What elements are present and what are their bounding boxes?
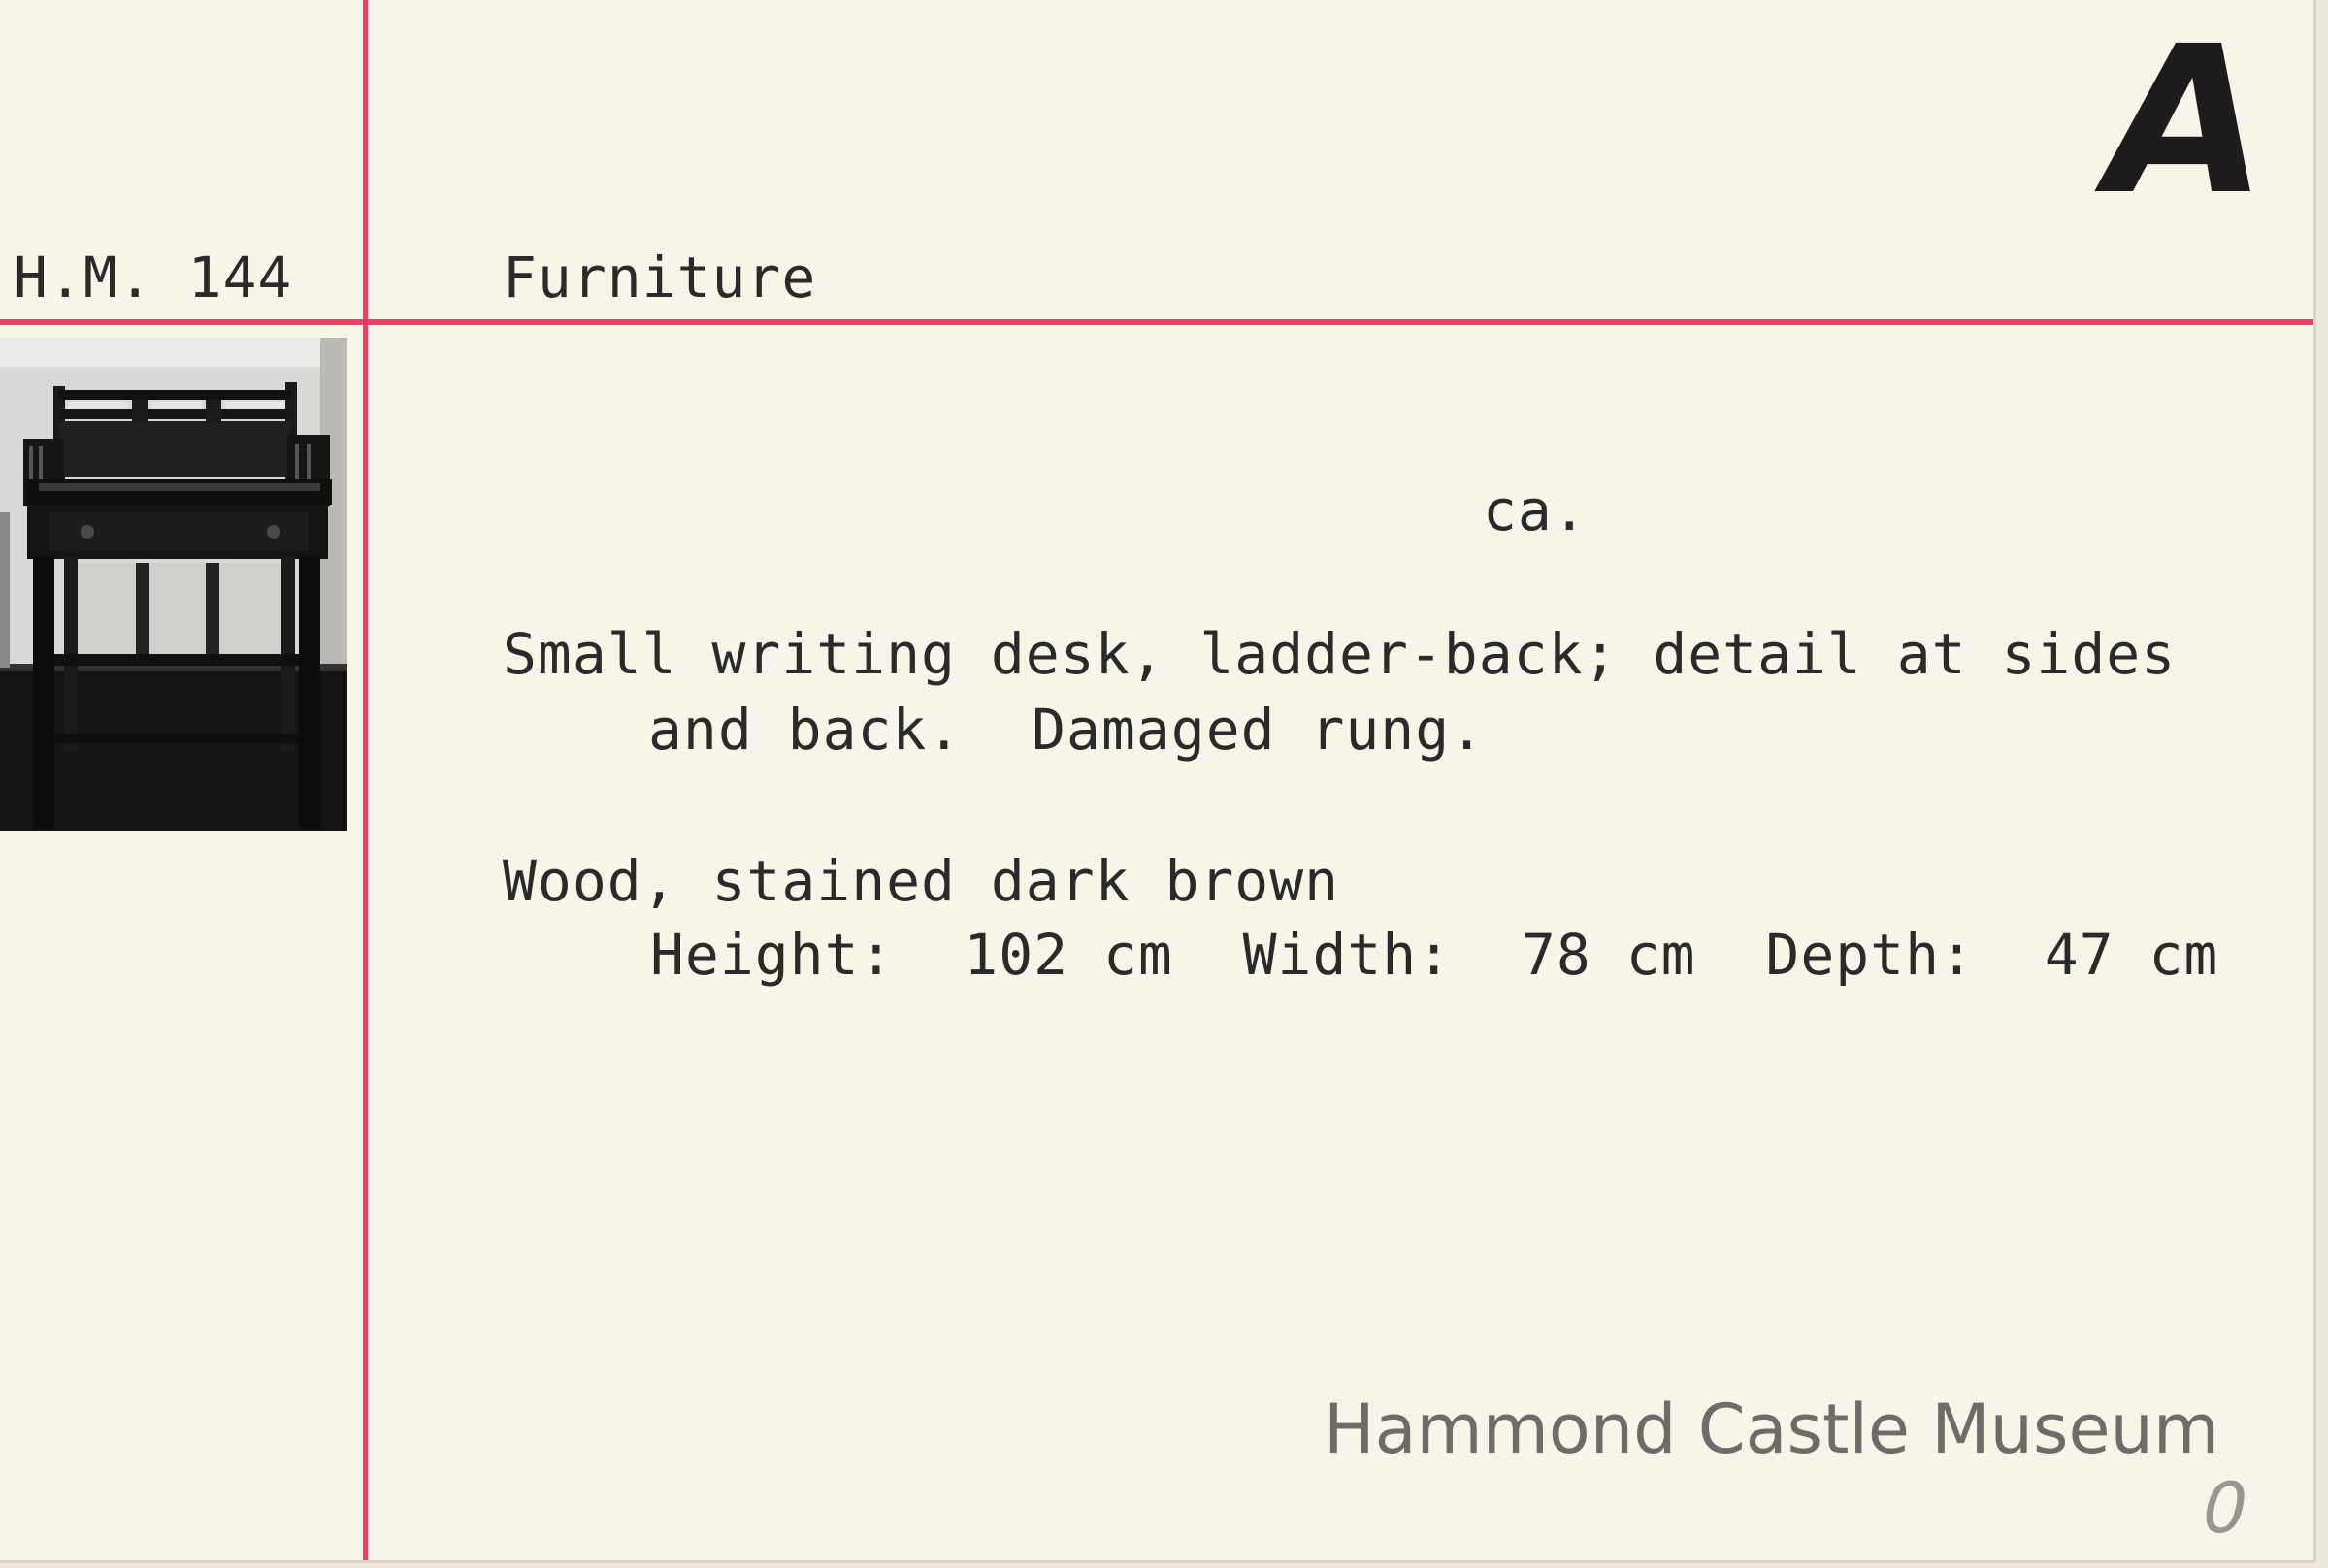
- description-line-2: and back. Damaged rung.: [648, 697, 1486, 763]
- handwritten-letter-mark: A: [2084, 2, 2285, 240]
- date-prefix: ca.: [1483, 477, 1588, 543]
- corner-pencil-mark: 0: [2194, 1467, 2256, 1549]
- description-line-1: Small writing desk, ladder-back; detail at sides: [503, 621, 2177, 687]
- desk-photo-image: [0, 338, 347, 831]
- accession-number: H.M. 144: [14, 245, 293, 310]
- material-line: Wood, stained dark brown: [503, 848, 1340, 914]
- vertical-margin-rule: [363, 0, 368, 1560]
- desk-photo: [0, 338, 347, 831]
- dimensions-line: Height: 102 cm Width: 78 cm Depth: 47 cm: [650, 922, 2219, 988]
- museum-watermark: Hammond Castle Museum: [1324, 1389, 2220, 1469]
- horizontal-header-rule: [0, 319, 2313, 325]
- category-label: Furniture: [503, 245, 817, 310]
